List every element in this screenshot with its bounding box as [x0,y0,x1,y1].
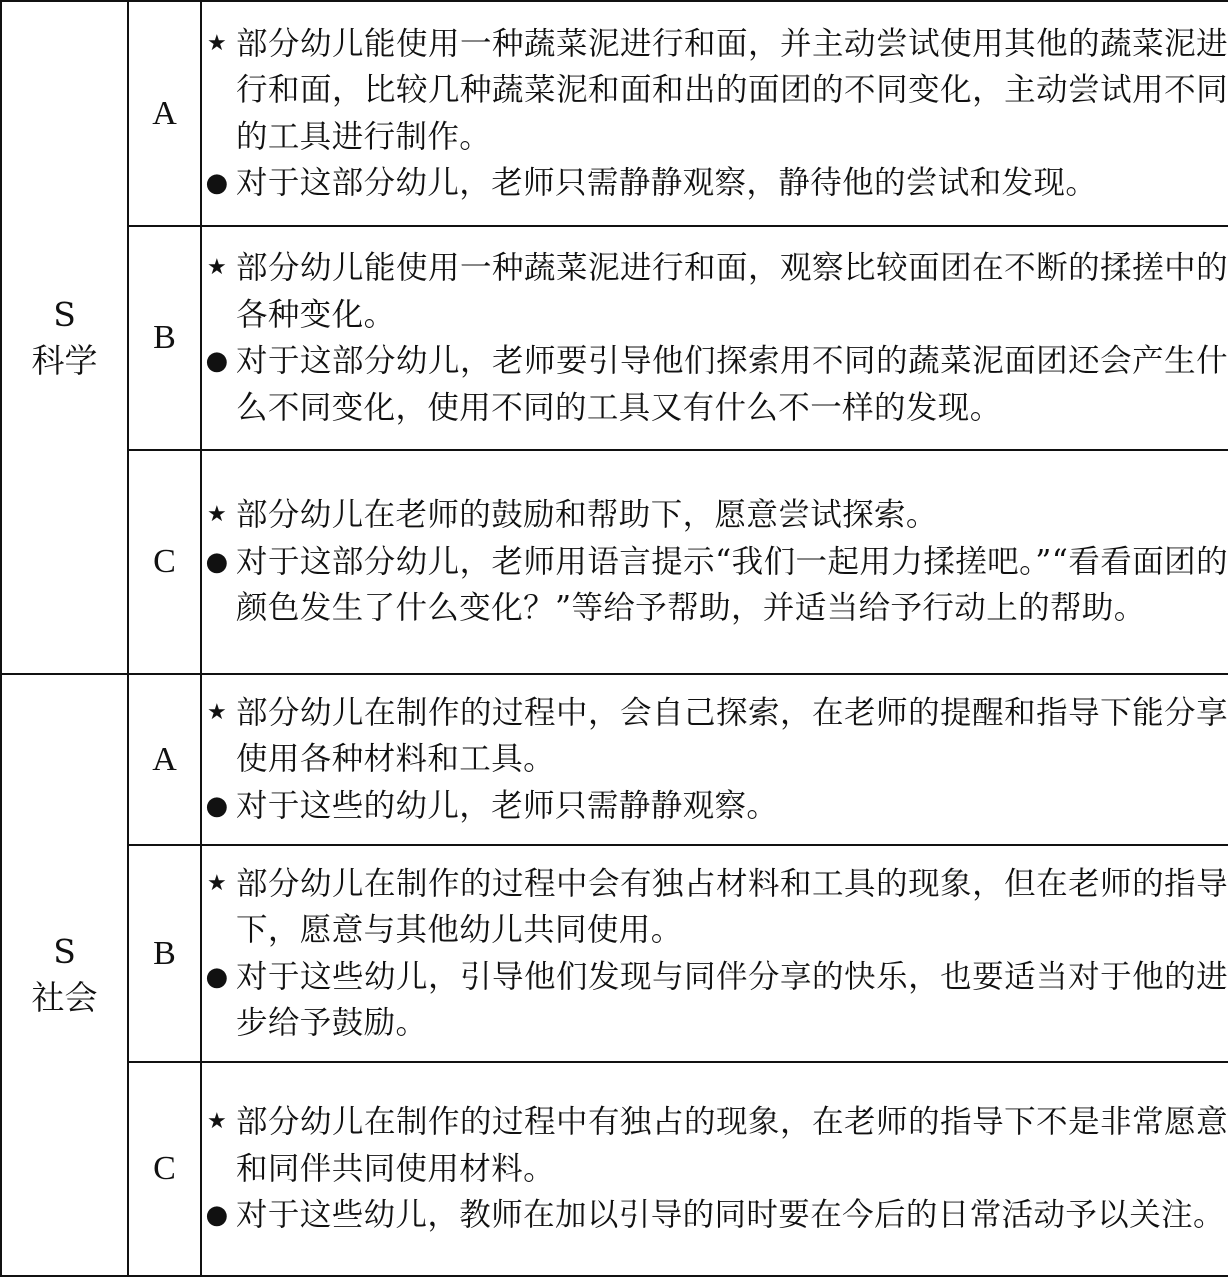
observation-item [202,861,1228,954]
bullet-icon: ● [205,790,229,821]
bullet-icon: ● [205,961,229,992]
content-cell [201,226,1228,450]
observation-text: 部分幼儿能使用一种蔬菜泥进行和面，观察比较面团在不断的揉搓中的各种变化。 [236,250,1228,333]
strategy-item [202,954,1228,1047]
observation-text: 部分幼儿能使用一种蔬菜泥进行和面，并主动尝试使用其他的蔬菜泥进行和面，比较几种蔬菜泥和面和出的面团的不同变化，主动尝试用不同的工具进行制作。 [236,25,1228,155]
observation-text: 部分幼儿在制作的过程中有独占的现象，在老师的指导下不是非常愿意和同伴共同使用材料。 [236,1104,1228,1187]
table-row [1,845,1228,1062]
observation-item [202,21,1228,161]
observation-text: 部分幼儿在制作的过程中，会自己探索，在老师的提醒和指导下能分享使用各种材料和工具。 [236,694,1228,778]
strategy-item [202,160,1228,207]
observation-text: 部分幼儿在老师的鼓励和帮助下，愿意尝试探索。 [236,497,938,534]
bullet-icon: ● [205,346,229,376]
star-icon: ★ [206,30,228,56]
strategy-text: 对于这部分幼儿，老师只需静静观察，静待他的尝试和发现。 [236,165,1098,201]
star-icon: ★ [206,699,228,725]
domain-name: 科学 [31,340,98,380]
domain-letter: S [53,294,76,334]
level-cell: B [128,226,201,450]
strategy-text: 对于这部分幼儿，老师要引导他们探索用不同的蔬菜泥面团还会产生什么不同变化，使用不同的工具又有什么不一样的发现。 [236,343,1228,426]
bullet-icon: ● [205,168,229,198]
observation-item [202,245,1228,338]
strategy-item [202,539,1228,632]
strategy-item [202,338,1228,431]
table-row [1,1,1228,226]
level-cell: C [128,450,201,674]
observation-text: 部分幼儿在制作的过程中会有独占材料和工具的现象，但在老师的指导下，愿意与其他幼儿共同使用。 [236,865,1228,948]
level-cell: C [128,1062,201,1276]
strategy-text: 对于这部分幼儿，老师用语言提示“我们一起用力揉搓吧。”“看看面团的颜色发生了什么变化？”等给予帮助，并适当给予行动上的帮助。 [236,543,1228,627]
strategy-text: 对于这些幼儿，引导他们发现与同伴分享的快乐，也要适当对于他的进步给予鼓励。 [236,958,1228,1041]
domain-letter: S [53,932,76,971]
star-icon: ★ [206,502,228,528]
strategy-text: 对于这些的幼儿，老师只需静静观察。 [236,787,779,824]
bullet-icon: ● [205,1200,229,1231]
table-row [1,226,1228,450]
content-cell [201,450,1228,674]
observation-item [202,1099,1228,1192]
table-row [1,1062,1228,1276]
content-cell [201,845,1228,1062]
strategy-item [202,1192,1228,1239]
domain-name: 社会 [31,978,98,1017]
star-icon: ★ [206,870,228,896]
strategy-item [202,783,1228,830]
bullet-icon: ● [205,546,229,577]
domain-cell-science [1,1,128,674]
table-row [1,674,1228,845]
content-cell [201,1,1228,226]
level-cell: B [128,845,201,1062]
strategy-text: 对于这些幼儿，教师在加以引导的同时要在今后的日常活动予以关注。 [236,1197,1225,1234]
level-cell: A [128,1,201,226]
star-icon: ★ [206,1109,228,1135]
star-icon: ★ [206,255,228,280]
content-cell [201,1062,1228,1276]
content-cell [201,674,1228,845]
level-cell: A [128,674,201,845]
observation-item [202,492,1228,539]
domain-cell-society [1,674,128,1276]
observation-item [202,690,1228,783]
table-row [1,450,1228,674]
